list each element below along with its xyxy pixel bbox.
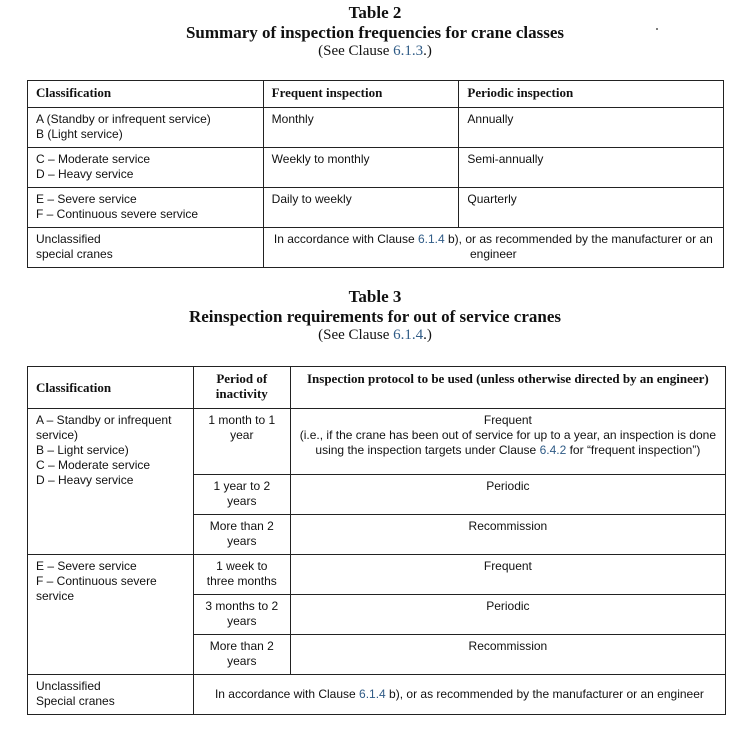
table3-header-classification: Classification [28,367,194,409]
protocol-cell: Periodic [290,475,725,515]
classification-cell: C – Moderate service D – Heavy service [28,148,264,188]
table2-title: Summary of inspection frequencies for crane classes [185,23,565,42]
table-row [28,675,726,715]
protocol-note: (i.e., if the crane has been out of service for up to a year, an inspection is done using the inspection targets under Clause 6.4.2 for “frequent inspection”) [299,428,716,457]
table-row [28,148,724,188]
table2-number: Table 2 [348,3,402,22]
protocol-cell: Frequent [290,555,725,595]
clause-link[interactable]: 6.1.4 [359,687,386,701]
table3-header-period: Period of inactivity [193,367,290,409]
table2-header-row [28,81,724,108]
period-cell: 1 week to three months [193,555,290,595]
table2 [27,80,724,268]
clause-link[interactable]: 6.1.4 [393,327,424,343]
period-cell: More than 2 years [193,635,290,675]
frequent-cell: Monthly [263,108,459,148]
period-cell: 1 year to 2 years [193,475,290,515]
frequent-cell: Daily to weekly [263,188,459,228]
table3-header-row [28,367,726,409]
table-row [28,555,726,595]
table-row [28,108,724,148]
classification-cell: Unclassified Special cranes [28,675,194,715]
protocol-cell: Frequent (i.e., if the crane has been out of service for up to a year, an inspection is done using the inspection targets under Clause 6.4.2 for “frequent inspection”) [290,409,725,475]
table2-header-periodic: Periodic inspection [459,81,724,108]
table3-reference: (See Clause 6.1.4.) [318,327,432,343]
periodic-cell: Annually [459,108,724,148]
clause-link[interactable]: 6.1.3 [393,43,424,59]
table3-number: Table 3 [348,287,402,306]
classification-cell: A (Standby or infrequent service) B (Light service) [28,108,264,148]
table3 [27,366,726,715]
table2-reference: (See Clause 6.1.3.) [318,43,432,59]
clause-link[interactable]: 6.4.2 [539,443,567,457]
table2-header-frequent: Frequent inspection [263,81,459,108]
frequent-cell: Weekly to monthly [263,148,459,188]
periodic-cell: Quarterly [459,188,724,228]
table3-header-protocol: Inspection protocol to be used (unless otherwise directed by an engineer) [290,367,725,409]
table-row [28,409,726,475]
periodic-cell: Semi-annually [459,148,724,188]
unclassified-requirement-cell: In accordance with Clause 6.1.4 b), or as recommended by the manufacturer or an engineer [263,228,723,268]
period-cell: 3 months to 2 years [193,595,290,635]
classification-cell: A – Standby or infrequent service) B – Light service) C – Moderate service D – Heavy service [28,409,194,555]
period-cell: 1 month to 1 year [193,409,290,475]
classification-cell: E – Severe service F – Continuous severe service [28,188,264,228]
table-row [28,188,724,228]
protocol-cell: Recommission [290,635,725,675]
period-cell: More than 2 years [193,515,290,555]
table3-caption [0,287,750,344]
table3-title: Reinspection requirements for out of service cranes [188,307,562,326]
unclassified-requirement-cell: In accordance with Clause 6.1.4 b), or as recommended by the manufacturer or an engineer [193,675,725,715]
table2-header-classification: Classification [28,81,264,108]
classification-cell: E – Severe service F – Continuous severe service [28,555,194,675]
table2-caption [0,3,750,60]
table-row [28,228,724,268]
protocol-cell: Periodic [290,595,725,635]
classification-cell: Unclassified special cranes [28,228,264,268]
clause-link[interactable]: 6.1.4 [417,232,445,246]
protocol-cell: Recommission [290,515,725,555]
